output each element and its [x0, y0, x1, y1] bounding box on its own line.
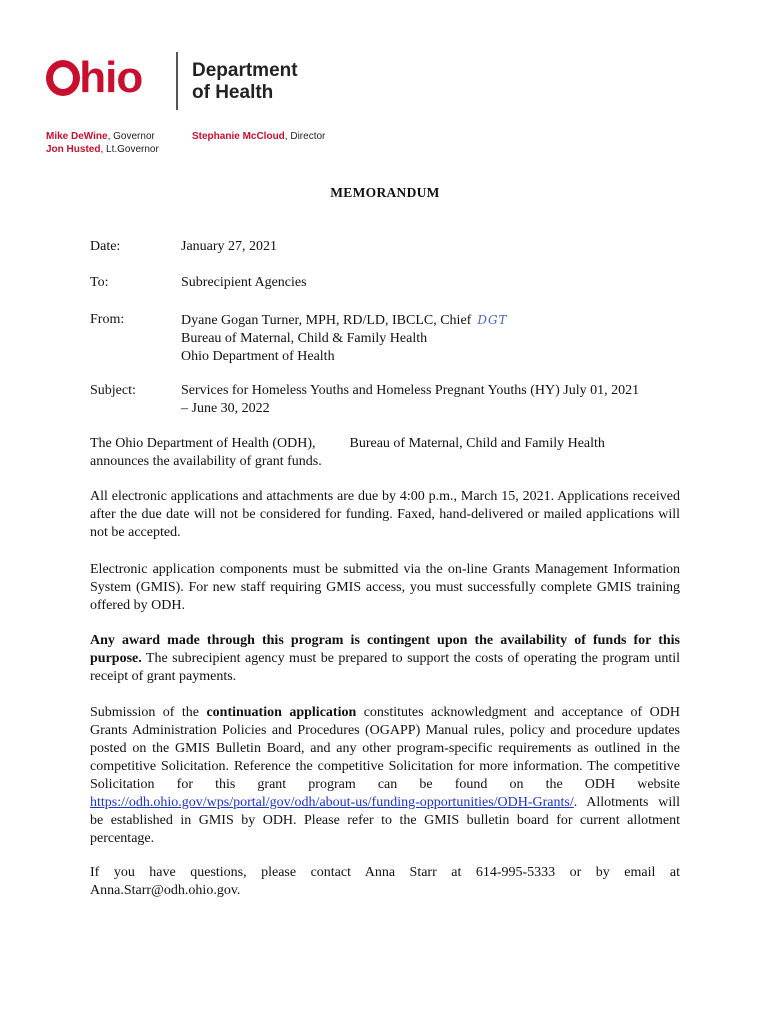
- governor-block: [46, 130, 159, 156]
- logo-letters: hio: [79, 53, 143, 102]
- subject-line2: – June 30, 2022: [181, 401, 270, 416]
- ohio-logo-text: [46, 54, 142, 102]
- submission-part3: . Allotments will be established in GMIS by ODH. Please refer to the GMIS bulletin board for current allotment percentage.: [90, 795, 680, 846]
- director-title: , Director: [284, 131, 326, 142]
- director-block: [192, 130, 325, 143]
- signature-initials: DGT: [477, 313, 508, 327]
- lt-governor-title: , Lt.Governor: [100, 144, 159, 155]
- paragraph-deadline: All electronic applications and attachments are due by 4:00 p.m., March 15, 2021. Applications received after the due date will not be considered for funding. Faxed, hand-delivered or mailed applications will not be accepted.: [90, 489, 680, 540]
- announcement-part1: The Ohio Department of Health (ODH),: [90, 436, 316, 451]
- to-value: Subrecipient Agencies: [181, 275, 307, 290]
- submission-bold: continuation application: [206, 705, 357, 720]
- paragraph-award: [90, 632, 680, 686]
- letterhead-divider: [176, 52, 178, 110]
- from-label: From:: [90, 312, 125, 327]
- department-line2: of Health: [192, 82, 274, 103]
- funding-opportunities-link[interactable]: https://odh.ohio.gov/wps/portal/gov/odh/about-us/funding-opportunities/ODH-Grants/: [90, 795, 574, 810]
- award-bold: Any award made through this program is contingent upon the availability of funds for this purpose.: [90, 633, 680, 666]
- department-line1: Department: [192, 60, 298, 81]
- governor-name: Mike DeWine: [46, 131, 108, 142]
- subject-value: [181, 382, 691, 418]
- announcement-part3: announces the availability of grant funds.: [90, 454, 322, 469]
- memo-title: MEMORANDUM: [330, 185, 440, 200]
- paragraph-gmis: Electronic application components must be submitted via the on-line Grants Management Information System (GMIS). For new staff requiring GMIS access, you must successfully complete GMIS training offered by ODH.: [90, 562, 680, 613]
- paragraph-submission: [90, 704, 680, 848]
- governor-title: , Governor: [107, 131, 155, 142]
- from-value: [181, 311, 691, 366]
- subject-label: Subject:: [90, 383, 136, 398]
- paragraph-announcement: [90, 435, 680, 471]
- date-label: Date:: [90, 239, 121, 254]
- from-bureau: Bureau of Maternal, Child & Family Health: [181, 331, 428, 346]
- director-name: Stephanie McCloud: [192, 131, 285, 142]
- from-name: Dyane Gogan Turner, MPH, RD/LD, IBCLC, Chief: [181, 313, 472, 328]
- date-value: January 27, 2021: [181, 239, 278, 254]
- submission-part2: constitutes acknowledgment and acceptance of ODH Grants Administration Policies and Procedures (OGAPP) Manual rules, policy and procedure updates posted on the GMIS Bulletin Board, and any other program-specific requirements as outlined in the competitive Solicitation. Reference the competitive Solicitation for more information. The competitive Solicitation for this grant program can be found on the ODH website: [90, 705, 680, 792]
- lt-governor-name: Jon Husted: [46, 144, 101, 155]
- submission-part1: Submission of the: [90, 705, 207, 720]
- subject-line1: Services for Homeless Youths and Homeless Pregnant Youths (HY) July 01, 2021: [181, 383, 640, 398]
- award-rest: The subrecipient agency must be prepared to support the costs of operating the program until receipt of grant payments.: [90, 651, 680, 684]
- announcement-part2: Bureau of Maternal, Child and Family Health: [349, 436, 605, 451]
- from-department: Ohio Department of Health: [181, 349, 335, 364]
- paragraph-contact: If you have questions, please contact Anna Starr at 614-995-5333 or by email at Anna.Starr@odh.ohio.gov.: [90, 865, 680, 898]
- department-name: [192, 60, 298, 104]
- to-label: To:: [90, 275, 109, 290]
